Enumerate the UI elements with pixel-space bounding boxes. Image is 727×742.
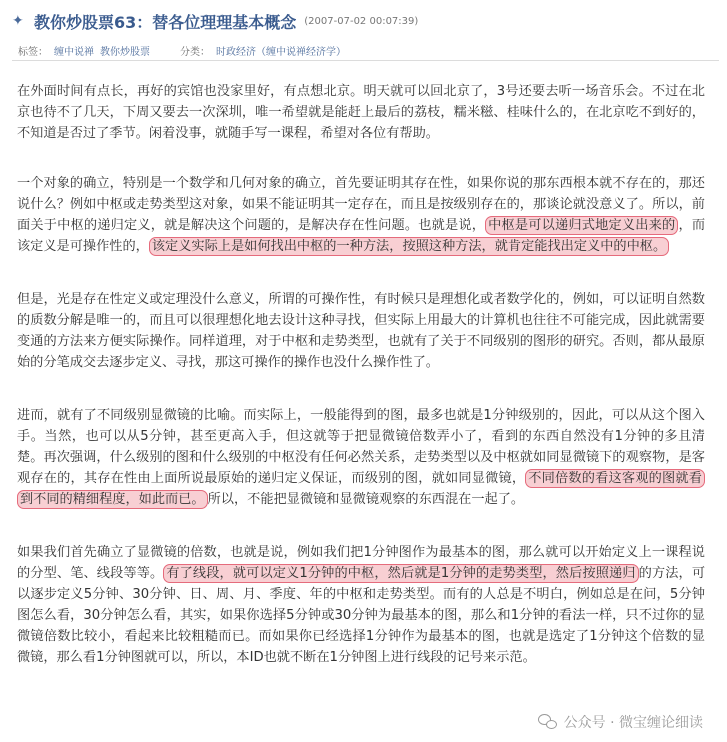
highlighted-text: 有了线段，就可以定义1分钟的中枢，然后就是1分钟的走势类型，然后按照递归 (163, 564, 638, 583)
highlighted-text: 中枢是可以递归式地定义出来的 (485, 216, 678, 235)
category-label: 分类： (180, 47, 210, 58)
text-segment: 所以，不能把显微镜和显微镜观察的东西混在一起了。 (207, 492, 525, 507)
text-segment: 的方法，可以逐步定义5分钟、30分钟、日、周、月、季度、年的中枢和走势类型。而有的人总是不明白，例如总是在问，5分钟图怎么看，30分钟怎么看，其实，如果你选择5分钟或30分钟为最基本的图，那么和1分钟的看法一样，只不过你的显微镜倍数比较小，看起来比较粗糙而已。而如果你已经选择1分钟作为最基本的图，也就是选定了1分钟这个倍数的显微镜，那么看1分钟图就可以，所以，本ID也就不断在1分钟图上进行线段的记号来示范。 (17, 566, 706, 665)
paragraph (17, 81, 705, 144)
text-segment: 在外面时间有点长，再好的宾馆也没家里好，有点想北京。明天就可以回北京了，3号还要去听一场音乐会。不过在北京也待不了几天，下周又要去一次深圳，唯一希望就是能赶上最后的荔枝，糯米糍、桂味什么的，在北京吃不到好的，不知道是否过了季节。闲着没事，就随手写一课程，希望对各位有帮助。 (17, 84, 705, 141)
post-title[interactable]: 教你炒股票63：替各位理理基本概念 (34, 12, 297, 32)
star-icon: ✦ (12, 13, 24, 29)
article-body (0, 61, 727, 668)
tag-link[interactable]: 教你炒股票 (100, 47, 150, 58)
paragraph (17, 289, 705, 373)
paragraph (17, 173, 705, 257)
highlighted-text: 该定义实际上是如何找出中枢的一种方法，按照这种方法，就肯定能找出定义中的中枢。 (149, 237, 669, 256)
category-link[interactable]: 时政经济（缠中说禅经济学） (216, 47, 346, 58)
highlighted-text: 不同倍数的看这客观的图就看到不同的精细程度，如此而已。 (17, 469, 705, 509)
post-header (0, 0, 727, 60)
tag-link[interactable]: 缠中说禅 (54, 47, 94, 58)
wechat-icon (538, 714, 558, 730)
paragraph (17, 542, 705, 668)
paragraph (17, 405, 705, 510)
text-segment: 一个对象的确立，特别是一个数学和几何对象的确立，首先要证明其存在性，如果你说的那东西根本就不存在的，那还说什么？例如中枢或走势类型这对象，如果不能证明其一定存在，而且是按级别存在的，那谈论就没意义了。所以，前面关于中枢的递归定义，就是解决这个问题的，是解决存在性问题。也就是说， (17, 176, 705, 233)
text-segment: ，而该定义是可操作性的， (17, 218, 706, 254)
watermark-text: 公众号 · 微宝缠论细读 (563, 715, 703, 731)
title-row (12, 6, 727, 36)
text-segment: 如果我们首先确立了显微镜的倍数，也就是说，例如我们把1分钟图作为最基本的图，那么就可以开始定义上一课程说的分型、笔、线段等等。 (17, 545, 705, 581)
watermark (538, 712, 703, 732)
post-date: (2007-07-02 00:07:39) (304, 15, 419, 27)
post-meta (12, 43, 727, 58)
tags-label: 标签： (18, 47, 48, 58)
text-segment: 进而，就有了不同级别显微镜的比喻。而实际上，一般能得到的图，最多也就是1分钟级别的，因此，可以从这个图入手。当然，也可以从5分钟，甚至更高入手，但这就等于把显微镜倍数弄小了，看到的东西自然没有1分钟的多且清楚。再次强调，什么级别的图和什么级别的中枢没有任何必然关系，走势类型以及中枢就如同显微镜下的观察物，是客观存在的，其存在性由上面所说最原始的递归定义保证，而级别的图，就如同显微镜， (17, 408, 705, 486)
text-segment: 但是，光是存在性定义或定理没什么意义，所谓的可操作性，有时候只是理想化或者数学化的，例如，可以证明自然数的质数分解是唯一的，而且可以很理想化地去设计这种寻找，但实际上用最大的计算机也往往不可能完成，因此就需要变通的方法来方便实际操作。同样道理，对于中枢和走势类型，也就有了关于不同级别的图形的研究。否则，都从最原始的分笔成交去逐步定义、寻找，那这可操作的操作也没什么操作性了。 (17, 292, 705, 370)
